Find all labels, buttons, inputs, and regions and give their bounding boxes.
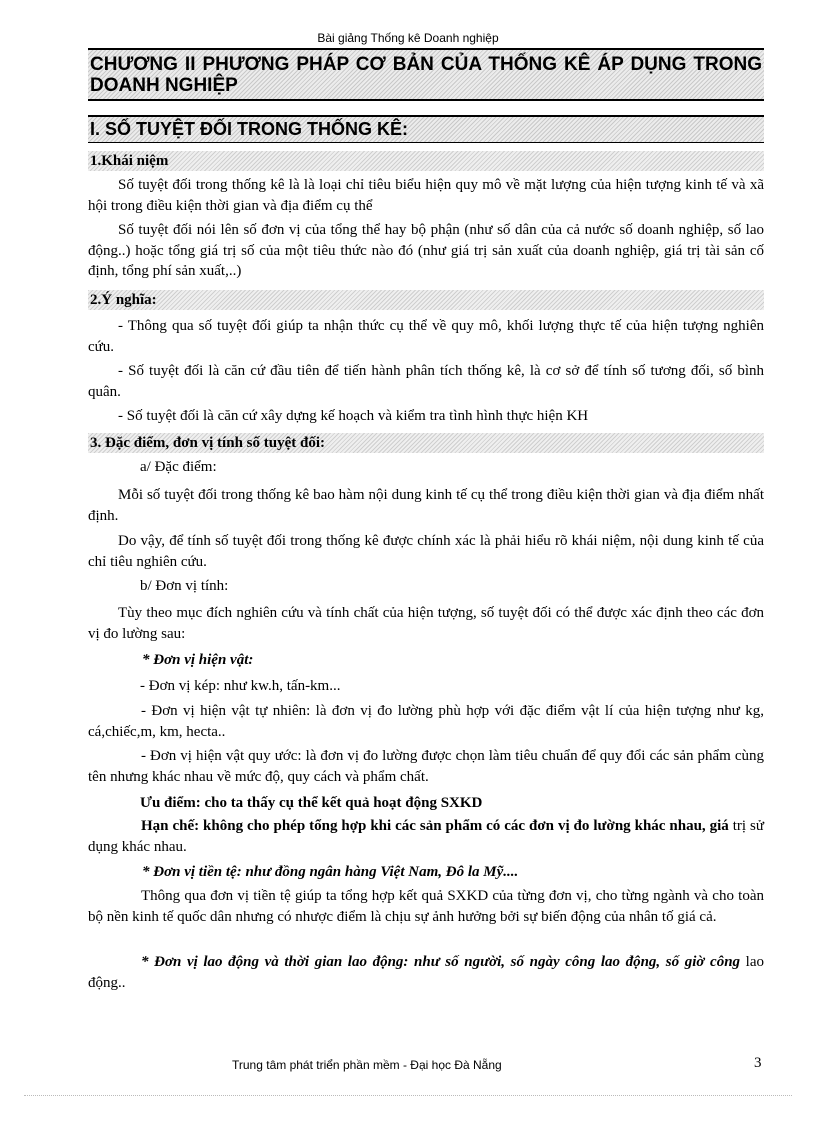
meaning-paragraph-1: - Thông qua số tuyệt đối giúp ta nhận thức cụ thể về quy mô, khối lượng thực tế của hiện tượng nghiên cứu. xyxy=(88,318,764,355)
natural-unit-paragraph: - Đơn vị hiện vật tự nhiên: là đơn vị đo lường phù hợp với đặc điểm vật lí của hiện tượng như kg, cá,chiếc,m, km, hecta.. xyxy=(88,703,764,740)
unit-paragraph: Tùy theo mục đích nghiên cứu và tính chất của hiện tượng, số tuyệt đối có thể được xác định theo các đơn vị đo lường sau: xyxy=(88,605,764,642)
conventional-unit-paragraph: - Đơn vị hiện vật quy ước: là đơn vị đo lường được chọn làm tiêu chuẩn để quy đổi các sản phẩm cùng tên nhưng khác nhau về mức độ, quy cách và phẩm chất. xyxy=(88,748,764,785)
page-bottom-divider xyxy=(24,1095,792,1096)
section-heading: I. SỐ TUYỆT ĐỐI TRONG THỐNG KÊ: xyxy=(88,115,764,143)
features-paragraph-2: Do vậy, để tính số tuyệt đối trong thống kê được chính xác là phải hiểu rõ khái niệm, nội dung kinh tế của chỉ tiêu nghiên cứu. xyxy=(88,533,764,570)
running-footer: Trung tâm phát triển phần mềm - Đại học Đà Nẵng xyxy=(232,1058,502,1072)
labor-unit-rest: lao động.. xyxy=(88,954,764,991)
unit-label: b/ Đơn vị tính: xyxy=(140,578,229,594)
monetary-unit-heading: * Đơn vị tiền tệ: như đồng ngân hàng Việt Nam, Đô la Mỹ.... xyxy=(142,864,519,880)
meaning-paragraph-3: - Số tuyệt đối là căn cứ xây dựng kế hoạch và kiểm tra tình hình thực hiện KH xyxy=(118,408,589,424)
compound-unit-text: - Đơn vị kép: như kw.h, tấn-km... xyxy=(140,678,341,694)
limitation-paragraph xyxy=(88,816,764,857)
subheading-features: 3. Đặc điểm, đơn vị tính số tuyệt đối: xyxy=(88,433,764,453)
page-number: 3 xyxy=(754,1055,762,1071)
labor-unit-paragraph xyxy=(88,952,764,993)
physical-unit-heading: * Đơn vị hiện vật: xyxy=(142,652,254,668)
monetary-unit-paragraph: Thông qua đơn vị tiền tệ giúp ta tổng hợp kết quả SXKD của từng đơn vị, cho từng ngành và cho toàn bộ nền kinh tế quốc dân nhưng có nhược điểm là chịu sự ảnh hưởng bởi sự biến động của nhân tố giá cả. xyxy=(88,888,764,925)
chapter-title: CHƯƠNG II PHƯƠNG PHÁP CƠ BẢN CỦA THỐNG KÊ ÁP DỤNG TRONG DOANH NGHIỆP xyxy=(88,48,764,101)
features-label: a/ Đặc điểm: xyxy=(140,459,217,475)
running-header: Bài giảng Thống kê Doanh nghiệp xyxy=(317,31,499,45)
advantage-text: Ưu điểm: cho ta thấy cụ thể kết quả hoạt động SXKD xyxy=(140,795,483,811)
subheading-meaning: 2.Ý nghĩa: xyxy=(88,290,764,310)
limitation-bold: Hạn chế: không cho phép tổng hợp khi các sản phẩm có các đơn vị đo lường khác nhau, giá xyxy=(141,818,729,834)
meaning-paragraph-2: - Số tuyệt đối là căn cứ đầu tiên để tiến hành phân tích thống kê, là cơ sở để tính số tương đối, số bình quân. xyxy=(88,363,764,400)
limitation-rest: trị sử dụng khác nhau. xyxy=(88,818,764,855)
features-paragraph-1: Mỗi số tuyệt đối trong thống kê bao hàm nội dung kinh tế cụ thể trong điều kiện thời gian và địa điểm nhất định. xyxy=(88,487,764,524)
labor-unit-heading: * Đơn vị lao động và thời gian lao động: như số người, số ngày công lao động, số giờ công xyxy=(141,954,741,970)
concept-paragraph-1: Số tuyệt đối trong thống kê là là loại chỉ tiêu biểu hiện quy mô về mặt lượng của hiện tượng kinh tế và xã hội trong điều kiện thời gian và địa điểm cụ thể xyxy=(88,177,764,214)
subheading-concept: 1.Khái niệm xyxy=(88,151,764,171)
concept-paragraph-2: Số tuyệt đối nói lên số đơn vị của tổng thể hay bộ phận (như số dân của cả nước số doanh nghiệp, số lao động..) hoặc tổng giá trị số của một tiêu thức nào đó (như giá trị sản xuất của doanh nghiệp, giá trị tài sản cố định, tổng phí sản xuất,..) xyxy=(88,222,764,279)
